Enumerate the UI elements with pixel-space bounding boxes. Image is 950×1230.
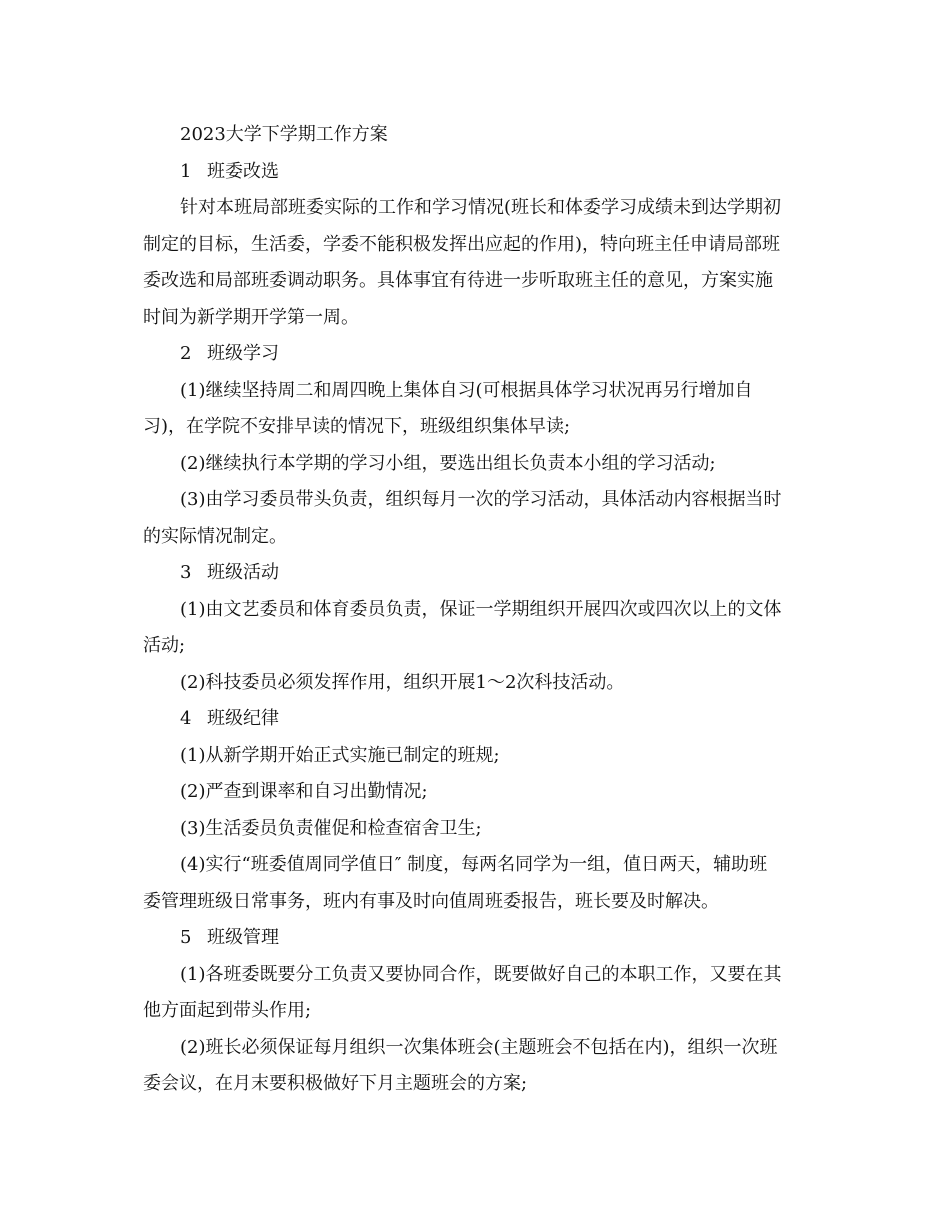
body-line: (2)继续执行本学期的学习小组，要选出组长负责本小组的学习活动; — [180, 452, 716, 474]
body-line: (1)由文艺委员和体育委员负责，保证一学期组织开展四次或四次以上的文体 — [180, 598, 782, 620]
section-number: 5 — [180, 927, 192, 948]
section-title: 班级管理 — [207, 927, 279, 948]
body-line: 习)，在学院不安排早读的情况下，班级组织集体早读; — [143, 416, 571, 437]
body-line: 委会议，在月末要积极做好下月主题班会的方案; — [143, 1073, 528, 1094]
section-number: 2 — [180, 343, 192, 364]
document-title: 2023大学下学期工作方案 — [180, 124, 388, 145]
section-title: 班级纪律 — [207, 708, 279, 729]
body-line: (1)继续坚持周二和周四晚上集体自习(可根据具体学习状况再另行增加自 — [180, 379, 753, 401]
section-number: 3 — [180, 562, 192, 583]
body-line: (2)班长必须保证每月组织一次集体班会(主题班会不包括在内)，组织一次班 — [180, 1036, 778, 1058]
body-line: 针对本班局部班委实际的工作和学习情况(班长和体委学习成绩未到达学期初 — [180, 197, 782, 218]
body-line: (2)严查到课率和自习出勤情况; — [180, 781, 428, 802]
body-line: (1)各班委既要分工负责又要协同合作，既要做好自己的本职工作，又要在其 — [180, 963, 782, 985]
section-title: 班委改选 — [207, 160, 279, 182]
body-line: 制定的目标，生活委，学委不能积极发挥出应起的作用)，特向班主任申请局部班 — [143, 233, 781, 255]
body-line: (3)由学习委员带头负责，组织每月一次的学习活动，具体活动内容根据当时 — [180, 489, 782, 510]
section-heading — [143, 154, 813, 191]
document-page — [143, 117, 813, 1103]
body-line: 委改选和局部班委调动职务。具体事宜有待进一步听取班主任的意见，方案实施 — [143, 270, 773, 291]
section-heading — [143, 920, 813, 957]
section-heading — [143, 555, 813, 592]
section-number: 4 — [180, 708, 192, 729]
body-line: 时间为新学期开学第一周。 — [143, 306, 359, 328]
body-line: (3)生活委员负责催促和检查宿舍卫生; — [180, 817, 482, 839]
body-line: (4)实行“班委值周同学值日″ 制度，每两名同学为一组，值日两天，辅助班 — [180, 854, 768, 875]
body-line: 他方面起到带头作用; — [143, 1000, 312, 1021]
section-heading — [143, 336, 813, 373]
body-line: 活动; — [143, 635, 186, 656]
body-line: (2)科技委员必须发挥作用，组织开展1～2次科技活动。 — [180, 671, 625, 693]
body-line: 委管理班级日常事务，班内有事及时向值周班委报告，班长要及时解决。 — [143, 890, 719, 912]
section-title: 班级学习 — [207, 343, 279, 364]
body-line: (1)从新学期开始正式实施已制定的班规; — [180, 744, 500, 766]
body-line: 的实际情况制定。 — [143, 525, 287, 547]
section-heading — [143, 701, 813, 738]
section-number: 1 — [180, 160, 192, 182]
section-title: 班级活动 — [207, 562, 279, 583]
